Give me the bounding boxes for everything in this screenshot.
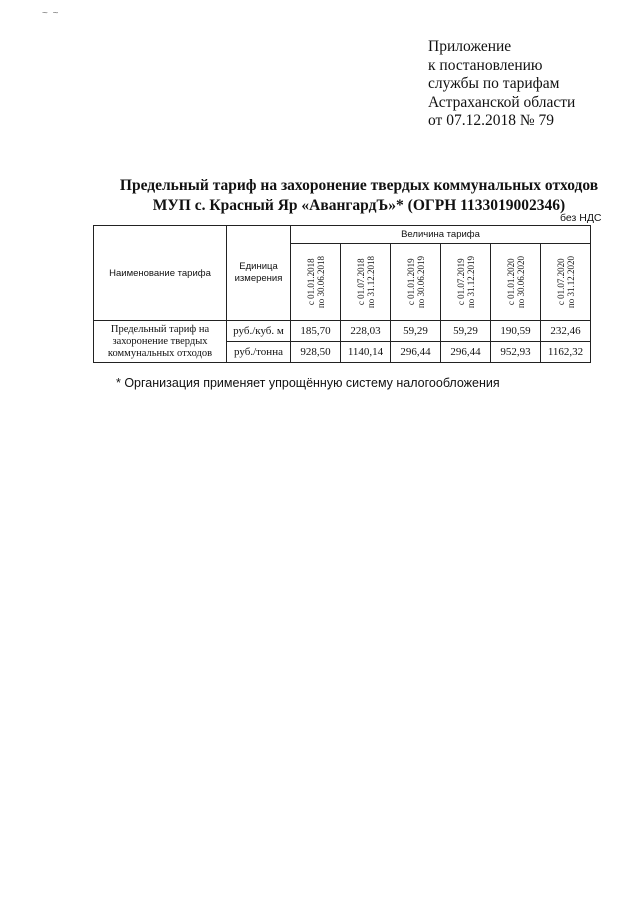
period-header	[391, 244, 441, 321]
value-cell: 190,59	[491, 321, 541, 342]
unit-cell: руб./тонна	[227, 342, 291, 363]
header-unit: Единица измерения	[227, 226, 291, 321]
period-header	[341, 244, 391, 321]
value-cell: 59,29	[441, 321, 491, 342]
table-row	[94, 321, 591, 342]
appendix-block	[428, 38, 575, 131]
value-cell: 928,50	[291, 342, 341, 363]
header-tariff-value: Величина тарифа	[291, 226, 591, 244]
period-from: с 01.07.2018	[355, 258, 366, 306]
period-from: с 01.01.2019	[405, 258, 416, 306]
value-cell: 1162,32	[541, 342, 591, 363]
tariff-name-cell: Предельный тариф на захоронение твердых коммунальных отходов	[94, 321, 227, 363]
title-line-1: Предельный тариф на захоронение твердых коммунальных отходов	[119, 177, 599, 194]
period-from: с 01.07.2019	[455, 258, 466, 306]
period-from: с 01.01.2020	[505, 258, 516, 306]
tariff-table	[93, 225, 591, 363]
value-cell: 185,70	[291, 321, 341, 342]
value-cell: 296,44	[391, 342, 441, 363]
value-cell: 952,93	[491, 342, 541, 363]
appendix-line: службы по тарифам	[428, 75, 560, 92]
period-to: по 30.06.2019	[415, 255, 426, 309]
title-line-2: МУП с. Красный Яр «АвангардЪ»* (ОГРН 1133019002346)	[152, 197, 566, 214]
corner-mark: ~ ~	[42, 8, 60, 19]
value-cell: 1140,14	[341, 342, 391, 363]
vat-note: без НДС	[560, 212, 602, 224]
period-to: по 30.06.2018	[315, 255, 326, 309]
period-header	[441, 244, 491, 321]
unit-cell: руб./куб. м	[227, 321, 291, 342]
header-tariff-name: Наименование тарифа	[94, 226, 227, 321]
period-to: по 31.12.2019	[465, 255, 476, 309]
value-cell: 232,46	[541, 321, 591, 342]
period-to: по 31.12.2018	[365, 255, 376, 309]
period-from: с 01.01.2018	[305, 258, 316, 306]
document-title	[100, 176, 618, 216]
appendix-line: Приложение	[428, 38, 512, 55]
period-header	[491, 244, 541, 321]
appendix-line: от 07.12.2018 № 79	[428, 112, 554, 129]
period-from: с 01.07.2020	[555, 258, 566, 306]
footnote: * Организация применяет упрощённую систему налогообложения	[116, 376, 500, 390]
value-cell: 296,44	[441, 342, 491, 363]
appendix-line: Астраханской области	[428, 93, 576, 111]
appendix-line: к постановлению	[428, 56, 543, 74]
value-cell: 59,29	[391, 321, 441, 342]
period-to: по 30.06.2020	[515, 255, 526, 309]
value-cell: 228,03	[341, 321, 391, 342]
period-to: по 31.12.2020	[565, 255, 576, 309]
period-header	[291, 244, 341, 321]
period-header	[541, 244, 591, 321]
